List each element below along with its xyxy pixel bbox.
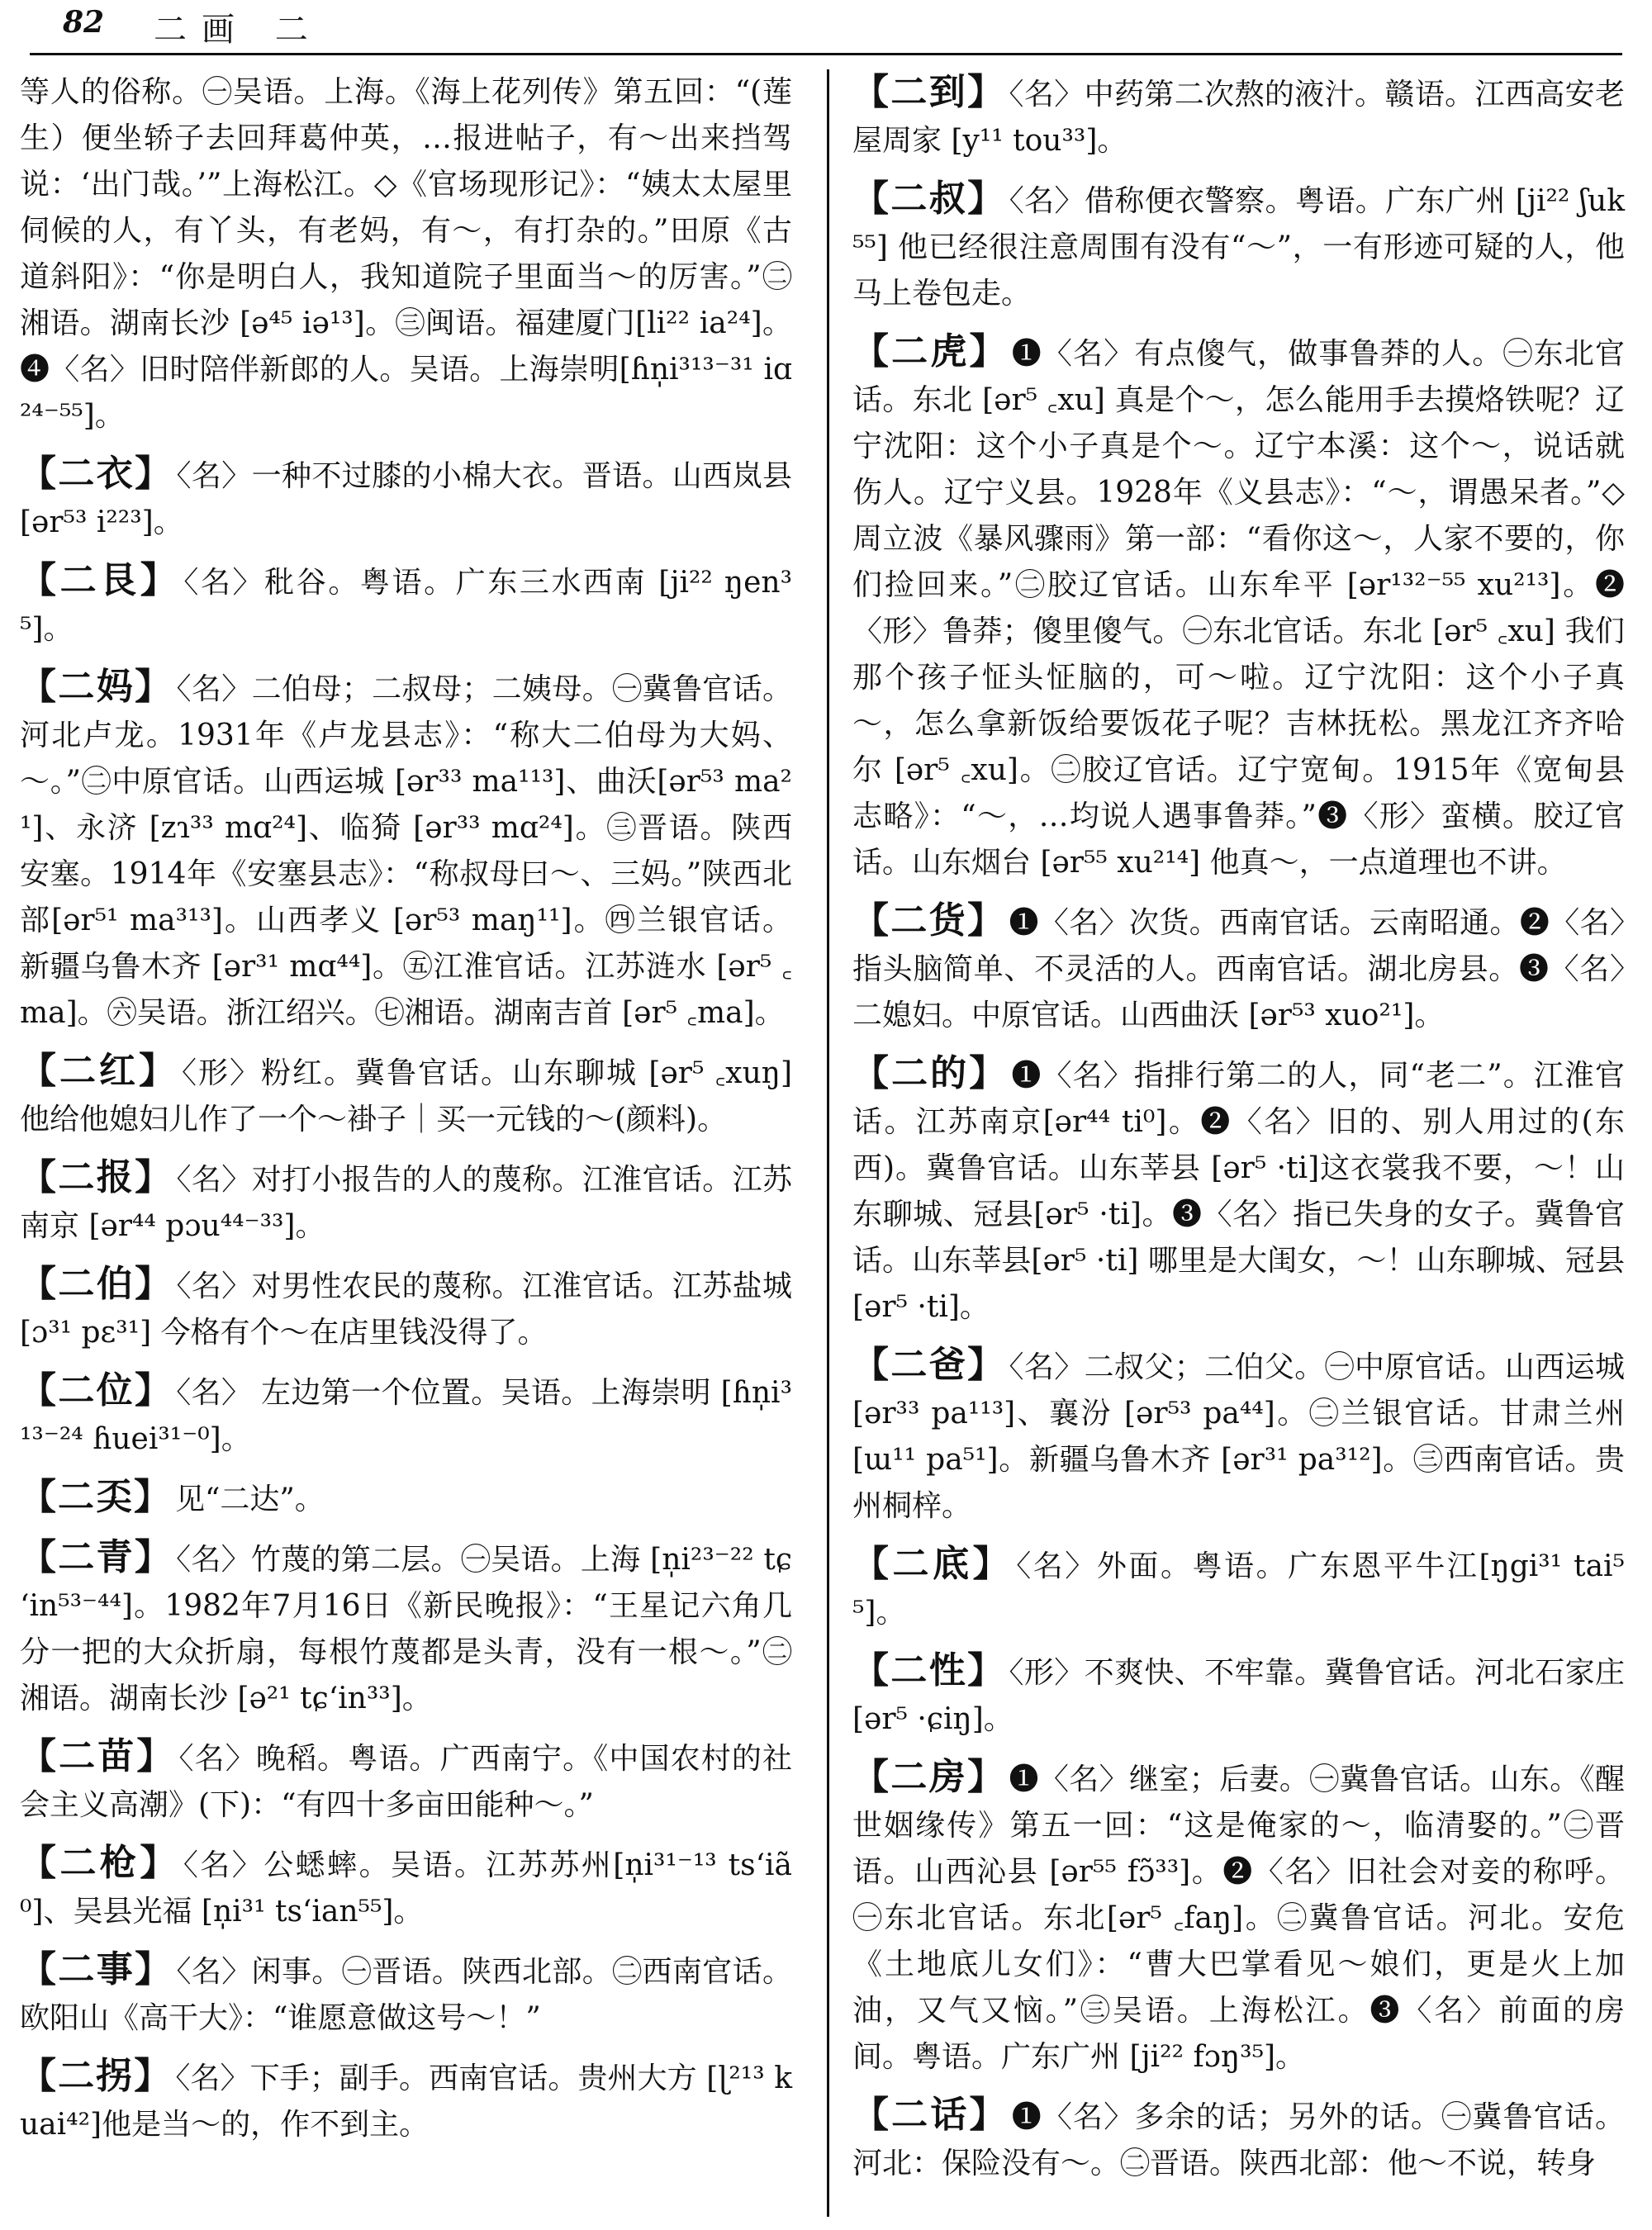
entry-headword: 【二红】: [20, 1050, 178, 1092]
dictionary-entry: [852, 898, 1625, 1039]
entry-headword: 【二苗】: [20, 1735, 176, 1777]
entry-headword: 【二房】: [852, 1756, 1006, 1798]
dictionary-entry: [20, 1947, 792, 2042]
dictionary-entry: [852, 329, 1625, 886]
entry-headword: 【二货】: [852, 899, 1006, 942]
entry-headword: 【二衣】: [20, 453, 173, 495]
entry-text: 〈名〉下手；副手。西南官话。贵州大方 [ɭ²¹³ kuai⁴²]他是当～的，作不到主。: [20, 2062, 793, 2142]
entry-text: ❶〈名〉继室；后妻。㊀冀鲁官话。山东。《醒世姻缘传》第五一回：“这是俺家的～，临清娶的。”㊁晋语。山西沁县 [ər⁵⁵ fɔ̃³³]。❷〈名〉旧社会对妾的称呼。㊀东北官话。东北[ər⁵ ꜀faŋ]。㊁冀鲁官话。河北。安危《土地底儿女们》：“曹大巴掌看见～娘们，更是火上加油，又气又恼。”㊂吴语。上海松江。❸〈名〉前面的房间。粤语。广东广州 [ji²² fɔŋ³⁵]。: [852, 1763, 1625, 2074]
entry-headword: 【二爸】: [852, 1344, 1006, 1386]
dictionary-entry: [20, 1048, 792, 1143]
entry-text: ❶〈名〉有点傻气，做事鲁莽的人。㊀东北官话。东北 [ər⁵ ꜀xu] 真是个～，怎么能用手去摸烙铁呢？辽宁沈阳：这个小子真是个～。辽宁本溪：这个～，说话就伤人。辽宁义县。1928年《义县志》：“～，谓愚呆者。”◇周立波《暴风骤雨》第一部：“看你这～，人家不要的，你们捡回来。”㊁胶辽官话。山东牟平 [ər¹³²⁻⁵⁵ xu²¹³]。❷〈形〉鲁莽；傻里傻气。㊀东北官话。东北 [ər⁵ ꜀xu] 我们那个孩子怔头怔脑的，可～啦。辽宁沈阳：这个小子真～，怎么拿新饭给要饭花子呢？吉林抚松。黑龙江齐齐哈尔 [ər⁵ ꜀xu]。㊁胶辽官话。辽宁宽甸。1915年《宽甸县志略》：“～，…均说人遇事鲁莽。”❸〈形〉蛮横。胶辽官话。山东烟台 [ər⁵⁵ xu²¹⁴] 他真～，一点道理也不讲。: [852, 337, 1625, 880]
entry-text: 等人的俗称。㊀吴语。上海。《海上花列传》第五回：“(莲生）便坐轿子去回拜葛仲英，…报进帖子，有～出来挡驾说：‘出门哉。’”上海松江。◇《官场现形记》：“姨太太屋里伺候的人，有丫头，有老妈，有～，有打杂的。”田原《古道斜阳》：“你是明白人，我知道院子里面当～的厉害。”㊁湘语。湖南长沙 [ə⁴⁵ iə¹³]。㊂闽语。福建厦门[li²² ia²⁴]。❹〈名〉旧时陪伴新郎的人。吴语。上海崇明[ɦn̩i³¹³⁻³¹ iɑ²⁴⁻⁵⁵]。: [20, 75, 792, 433]
dictionary-entry: [852, 1541, 1625, 1636]
entry-text: 〈名〉晚稻。粤语。广西南宁。《中国农村的社会主义高潮》(下)：“有四十多亩田能种～。”: [20, 1742, 792, 1822]
column-divider: [827, 69, 829, 2217]
entry-headword: 【二伯】: [20, 1263, 173, 1305]
entry-text: 〈名〉外面。粤语。广东恩平牛江[ŋgi³¹ tai⁵⁵]。: [852, 1549, 1625, 1630]
entry-headword: 【二青】: [20, 1536, 173, 1578]
entry-headword: 【二叔】: [852, 178, 1006, 220]
dictionary-entry: [20, 558, 792, 652]
entry-headword: 【二事】: [20, 1948, 173, 1990]
entry-headword: 【二报】: [20, 1156, 173, 1198]
entry-text: 见“二达”。: [175, 1483, 325, 1516]
entry-headword: 【二到】: [852, 71, 1006, 113]
entry-headword: 【二奀】: [20, 1476, 172, 1518]
dictionary-entry: [852, 1051, 1625, 1331]
entry-headword: 【二虎】: [852, 330, 1009, 372]
section-title: 二画 二: [154, 11, 323, 49]
dictionary-entry: [20, 1474, 792, 1523]
dictionary-entry: [852, 69, 1625, 164]
dictionary-entry: [852, 1648, 1625, 1743]
dictionary-entry: [20, 1840, 792, 1935]
entry-text: ❶〈名〉多余的话；另外的话。㊀冀鲁官话。河北：保险没有～。㊁晋语。陕西北部：他～不说，转身: [852, 2100, 1625, 2180]
entry-text: 〈名〉闲事。㊀晋语。陕西北部。㊁西南官话。欧阳山《高干大》：“谁愿意做这号～！”: [20, 1955, 792, 2035]
dictionary-entry: [20, 1261, 792, 1356]
entry-text: 〈名〉借称便衣警察。粤语。广东广州 [ji²² ʃuk⁵⁵] 他已经很注意周围有没有“～”，一有形迹可疑的人，他马上卷包走。: [852, 184, 1626, 311]
entry-text: 〈名〉对打小报告的人的蔑称。江淮官话。江苏南京 [ər⁴⁴ pɔu⁴⁴⁻³³]。: [20, 1163, 792, 1243]
dictionary-entry: [852, 176, 1625, 317]
entry-headword: 【二位】: [20, 1369, 173, 1412]
dictionary-entry: [20, 1368, 792, 1463]
dictionary-entry: [20, 1734, 792, 1829]
entry-text: 〈名〉二伯母；二叔母；二姨母。㊀冀鲁官话。河北卢龙。1931年《卢龙县志》：“称大二伯母为大妈、～。”㊁中原官话。山西运城 [ər³³ ma¹¹³]、曲沃[ər⁵³ ma²¹]、永济 [zɿ³³ mɑ²⁴]、临猗 [ər³³ mɑ²⁴]。㊂晋语。陕西安塞。1914年《安塞县志》：“称叔母曰～、三妈。”陕西北部[ər⁵¹ ma³¹³]。山西孝义 [ər⁵³ maŋ¹¹]。㊃兰银官话。新疆乌鲁木齐 [ər³¹ mɑ⁴⁴]。㊄江淮官话。江苏涟水 [ər⁵ ꜀ma]。㊅吴语。浙江绍兴。㊆湘语。湖南吉首 [ər⁵ ꜀ma]。: [20, 672, 792, 1030]
dictionary-entry: [852, 2092, 1625, 2187]
entry-headword: 【二性】: [852, 1649, 1006, 1691]
entry-text: 〈名〉对男性农民的蔑称。江淮官话。江苏盐城 [ɔ³¹ pɛ³¹] 今格有个～在店里钱没得了。: [20, 1269, 792, 1350]
entry-headword: 【二底】: [852, 1543, 1014, 1585]
dictionary-entry: [852, 1342, 1625, 1530]
dictionary-entry: [852, 1754, 1625, 2081]
entry-headword: 【二的】: [852, 1052, 1009, 1094]
right-column: [852, 69, 1625, 2199]
page-header: [30, 0, 1622, 55]
entry-text: 〈形〉粉红。冀鲁官话。山东聊城 [ər⁵ ꜀xuŋ] 他给他媳妇儿作了一个～褂子｜买一元钱的～(颜料)。: [20, 1056, 793, 1136]
dictionary-entry: [20, 1535, 792, 1722]
left-column: [20, 69, 792, 2160]
entry-text: 〈名〉公蟋蟀。吴语。江苏苏州[n̩i³¹⁻¹³ tsʻiã⁰]、吴县光福 [n̩i³¹ tsʻian⁵⁵]。: [20, 1848, 793, 1929]
entry-text: 〈名〉 左边第一个位置。吴语。上海崇明 [ɦn̩i³¹³⁻²⁴ ɦuei³¹⁻⁰]。: [20, 1376, 793, 1456]
dictionary-entry: [20, 69, 792, 439]
entry-text: 〈名〉竹蔑的第二层。㊀吴语。上海 [n̩i²³⁻²² tɕʻin⁵³⁻⁴⁴]。1982年7月16日《新民晚报》：“王星记六角几分一把的大众折扇，每根竹蔑都是头青，没有一根～。”㊁湘语。湖南长沙 [ə²¹ tɕʻin³³]。: [20, 1543, 792, 1715]
entry-headword: 【二妈】: [20, 666, 173, 708]
entry-text: 〈名〉中药第二次熬的液汁。赣语。江西高安老屋周家 [y¹¹ tou³³]。: [852, 78, 1625, 158]
entry-text: 〈名〉一种不过膝的小棉大衣。晋语。山西岚县 [ər⁵³ i²²³]。: [20, 459, 792, 539]
dictionary-entry: [20, 2053, 792, 2148]
entry-text: 〈名〉二叔父；二伯父。㊀中原官话。山西运城[ər³³ pa¹¹³]、襄汾 [ər⁵³ pa⁴⁴]。㊁兰银官话。甘肃兰州 [ɯ¹¹ pa⁵¹]。新疆乌鲁木齐 [ər³¹ pa³¹²]。㊂西南官话。贵州桐梓。: [852, 1350, 1625, 1523]
dictionary-entry: [20, 1155, 792, 1250]
dictionary-entry: [20, 451, 792, 546]
entry-headword: 【二枪】: [20, 1842, 180, 1884]
entry-text: 〈名〉秕谷。粤语。广东三水西南 [ji²² ŋen³⁵]。: [20, 566, 792, 646]
page-number: 82: [63, 5, 105, 40]
entry-text: ❶〈名〉次货。西南官话。云南昭通。❷〈名〉指头脑简单、不灵活的人。西南官话。湖北房县。❸〈名〉二媳妇。中原官话。山西曲沃 [ər⁵³ xuo²¹]。: [852, 906, 1625, 1032]
entry-text: 〈形〉不爽快、不牢靠。冀鲁官话。河北石家庄[ər⁵ ·ɕiŋ]。: [852, 1656, 1625, 1736]
entry-headword: 【二拐】: [20, 2055, 173, 2097]
entry-headword: 【二话】: [852, 2094, 1009, 2136]
entry-text: ❶〈名〉指排行第二的人，同“老二”。江淮官话。江苏南京[ər⁴⁴ ti⁰]。❷〈名〉旧的、别人用过的(东西)。冀鲁官话。山东莘县 [ər⁵ ·ti]这衣裳我不要，～！山东聊城、冠县[ər⁵ ·ti]。❸〈名〉指已失身的女子。冀鲁官话。山东莘县[ər⁵ ·ti] 哪里是大闺女，～！山东聊城、冠县[ər⁵ ·ti]。: [852, 1059, 1626, 1324]
entry-headword: 【二艮】: [20, 559, 181, 601]
dictionary-entry: [20, 664, 792, 1037]
